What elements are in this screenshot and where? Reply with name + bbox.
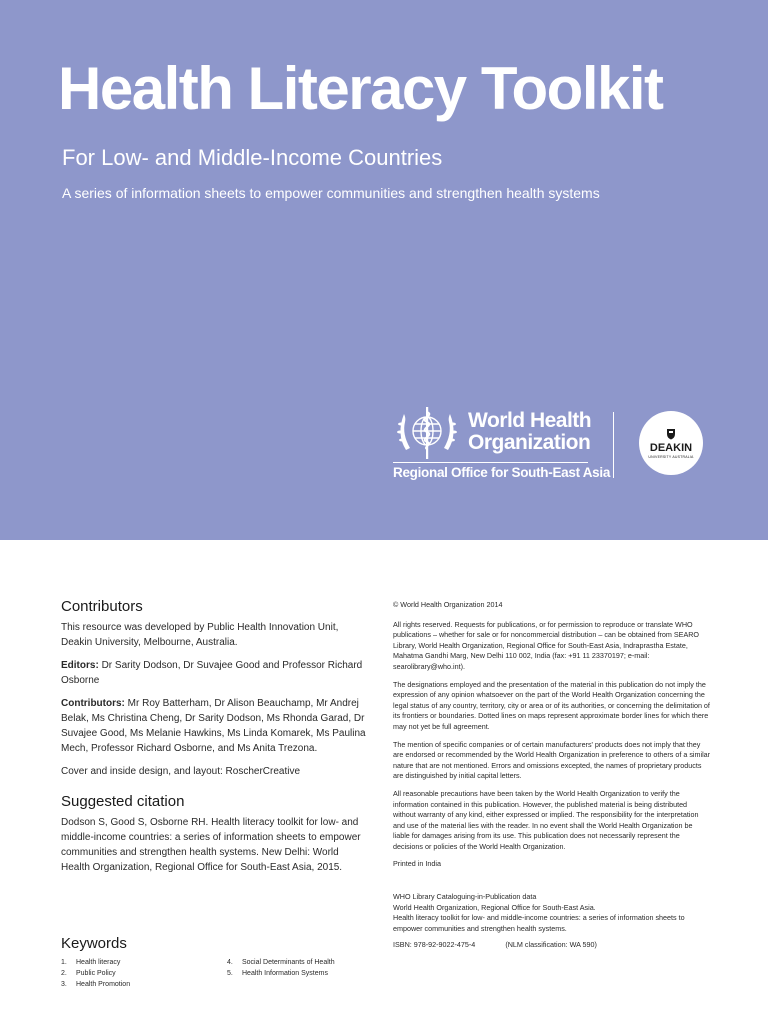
rights-paragraph: All rights reserved. Requests for publications, or for permission to reproduce or translate WHO publications – whether for sale or for noncommercial distribution – can be obtained from SEARO Library, World Health Organization, Regional Office for South-East Asia, Indraprastha Estate, Mahatma Gandhi Marg, New Delhi 110 002, India (fax: +91 11 23370197; e-mail: searolibrary@who.int).: [393, 619, 700, 671]
who-name-line2: Organization: [468, 431, 591, 454]
keyword-label: Public Policy: [76, 970, 116, 977]
keyword-number: 5.: [227, 970, 233, 977]
editors-label: Editors:: [61, 660, 99, 671]
cip-line: World Health Organization, Regional Office for South-East Asia.: [393, 902, 596, 912]
designations-paragraph: The designations employed and the presentation of the material in this publication do not imply the expression of any opinion whatsoever on the part of the World Health Organization concerning the legal status of any country, territory, city or area or of its authorities, or concerning the delimitation of its frontiers or boundaries. Dotted lines on maps represent approximate border lines for which there may not yet be full agreement.: [393, 679, 710, 731]
contributors-paragraph: [61, 696, 366, 756]
keyword-item: [227, 959, 335, 966]
keyword-number: 4.: [227, 959, 233, 966]
deakin-subtitle: UNIVERSITY AUSTRALIA: [648, 455, 694, 459]
keyword-label: Health Information Systems: [242, 970, 328, 977]
mention-paragraph: The mention of specific companies or of certain manufacturers' products does not imply that they are endorsed or recommended by the World Health Organization in preference to others of a similar nature that are not mentioned. Errors and omissions excepted, the names of proprietary products are distinguished by initial capital letters.: [393, 739, 711, 781]
tagline: A series of information sheets to empower communities and strengthen health systems: [62, 185, 600, 201]
legal-column: [393, 600, 711, 958]
who-region: Regional Office for South-East Asia: [393, 465, 611, 480]
keyword-number: 1.: [61, 959, 67, 966]
editors-names: Dr Sarity Dodson, Dr Suvajee Good and Professor Richard Osborne: [61, 660, 363, 686]
copyright-notice: © World Health Organization 2014: [393, 600, 503, 609]
who-emblem-icon: [392, 404, 462, 464]
nlm-classification: (NLM classification: WA 590): [505, 940, 597, 950]
deakin-name: DEAKIN: [649, 442, 693, 454]
isbn: ISBN: 978-92-9022-475-4: [393, 940, 476, 950]
who-name-line1: World Health: [468, 409, 592, 432]
precautions-paragraph: All reasonable precautions have been taken by the World Health Organization to verify the information contained in this publication. However, the published material is being distributed without warranty of any kind, either expressed or implied. The responsibility for the interpretation and use of the material lies with the reader. In no event shall the World Health Organization be liable for damages arising from its use. This publication does not necessarily represent the decisions or policies of the World Health Organization.: [393, 788, 699, 851]
contributors-label: Contributors:: [61, 698, 125, 709]
keyword-label: Health Promotion: [76, 981, 131, 988]
isbn-line: [393, 940, 711, 951]
keyword-label: Social Determinants of Health: [242, 959, 335, 966]
who-divider: [393, 462, 588, 463]
keyword-item: [61, 981, 130, 988]
subtitle: For Low- and Middle-Income Countries: [62, 145, 443, 170]
cip-block: [393, 892, 711, 934]
editors-paragraph: [61, 658, 366, 688]
keyword-number: 2.: [61, 970, 67, 977]
deakin-crest-icon: [666, 428, 676, 440]
keyword-item: [61, 959, 120, 966]
design-credit: Cover and inside design, and layout: RoscherCreative: [61, 766, 301, 777]
keywords-heading: Keywords: [61, 935, 127, 952]
printed-in: Printed in India: [393, 859, 441, 869]
contributors-names: Mr Roy Batterham, Dr Alison Beauchamp, Mr Andrej Belak, Ms Christina Cheng, Dr Sarity Dodson, Ms Rhonda Garad, Dr Suvajee Good, Ms Melanie Hawkins, Ms Linda Komarek, Ms Paulina Mech, Professor Richard Osborne, and Ms Anita Trezona.: [61, 698, 366, 754]
citation-text: Dodson S, Good S, Osborne RH. Health literacy toolkit for low- and middle-income countries: a series of information sheets to empower communities and strengthen health systems. New Delhi: World Health Organization, Regional Office for South-East Asia, 2015.: [61, 817, 361, 873]
logo-divider: [613, 412, 614, 478]
keyword-number: 3.: [61, 981, 67, 988]
contributors-intro: This resource was developed by Public Health Innovation Unit, Deakin University, Melbourne, Australia.: [61, 622, 339, 648]
keyword-item: [227, 970, 328, 977]
cip-line: WHO Library Cataloguing-in-Publication data: [393, 892, 537, 902]
left-column: [61, 598, 366, 883]
contributors-heading: Contributors: [61, 598, 143, 615]
who-organization-name: [468, 410, 591, 454]
page-title: Health Literacy Toolkit: [58, 55, 663, 122]
keyword-item: [61, 970, 116, 977]
citation-heading: Suggested citation: [61, 793, 185, 810]
keyword-label: Health literacy: [76, 959, 121, 966]
cip-line: Health literacy toolkit for low- and middle-income countries: a series of information sheets to empower communities and strengthen health systems.: [393, 913, 685, 933]
